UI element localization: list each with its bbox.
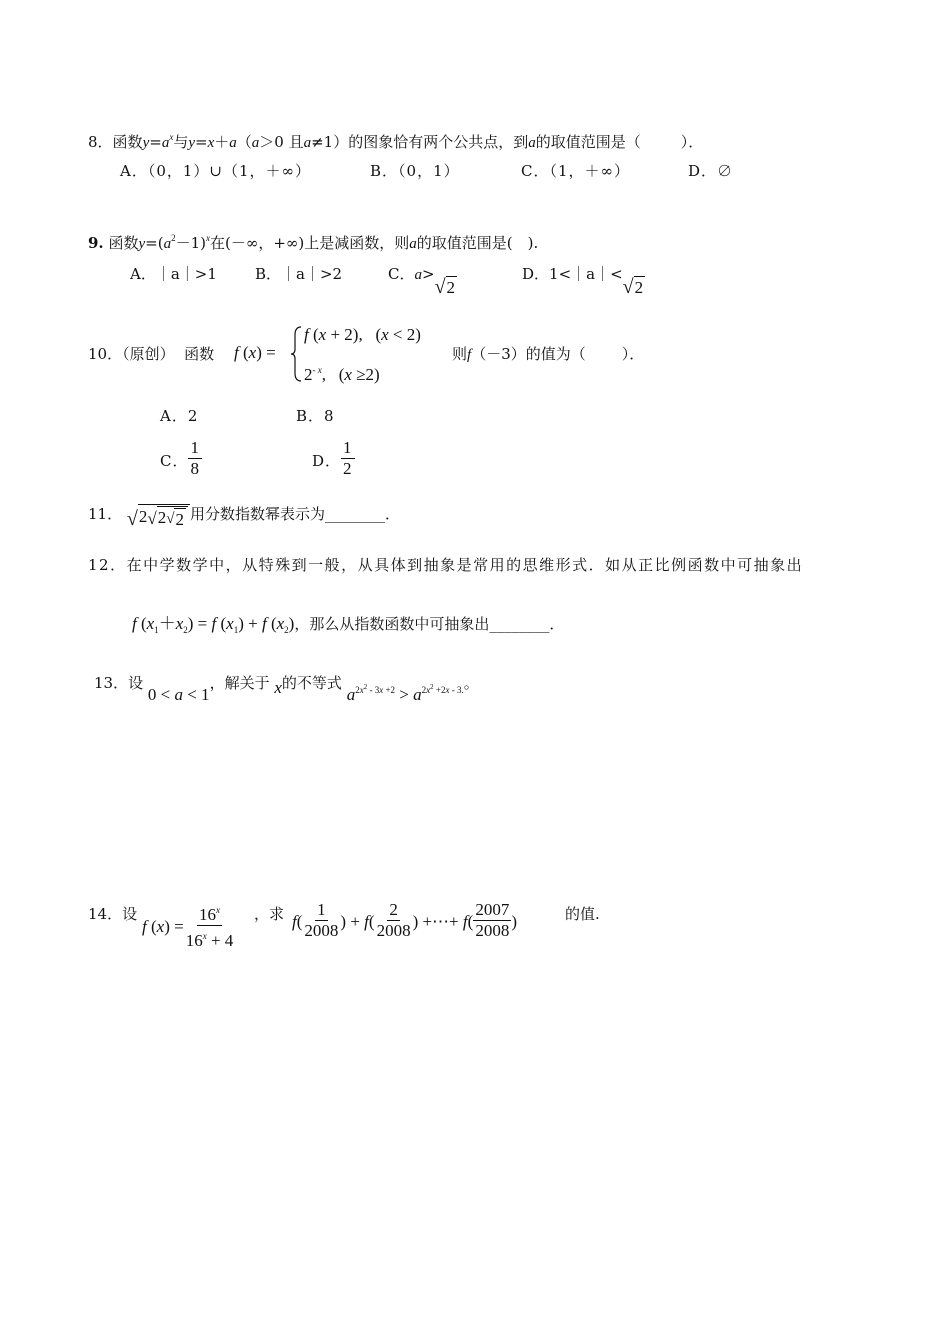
q14-number: 14．设 [88,905,138,923]
q9-option-a[interactable]: A．｜a｜>1 [130,265,217,283]
q9-number: 9. [88,234,104,252]
q9-option-d[interactable]: D．1<｜a｜< √ 2 [522,265,644,298]
q14-function: f (x) = $\frac{16^x}{16^x + 4}$ [142,900,235,951]
q14-text-1: ，求 [254,905,285,923]
q8-expr-1: y [142,135,150,151]
q9-option-b[interactable]: B．｜a｜>2 [255,265,343,283]
q10-line: 10．（原创） 函数 [88,345,215,363]
q10-brace [290,325,304,383]
q12-line-2: f $(x_1+x_2) = f$ $(x_1) + f$ $(x_2)$，那么从指数函数中可抽象出________． [132,614,565,635]
q9-line: 9. 函数$y=(a^2-1)^x$在(－∞，+∞)上是减函数，则a的取值范围是( ). [88,233,539,252]
q13-inequality: $a^{2x^2 - 3x +2} > a^{2x^2 +2x - 3.}$ [346,683,464,704]
q8-text-2: 与 [173,133,189,151]
q10-case-2: $2^{- x}$, (x ≥2) [304,365,380,384]
q13-number: 13．设 [94,674,144,692]
q10-option-a[interactable]: A．2 [160,407,199,425]
q10-option-d[interactable]: D． $\frac{1}{2}$ [312,438,353,478]
q8-option-d[interactable]: D．∅ [688,162,734,180]
q11-number: 11． [88,505,123,524]
q8-text-1: 函数 [112,133,143,151]
q10-number: 10． [88,345,123,363]
q12-formula: f $(x_1+x_2) = f$ $(x_1) + f$ $(x_2)$ [132,614,295,635]
q8-option-a[interactable]: A．（0，1）∪（1，＋∞） [120,162,312,180]
q11-line: 11． √ 2 √ 2 √ 2 用分数指数幂表示为________． [88,505,400,531]
q14-text-2: 的值. [565,905,600,923]
q9-option-c[interactable]: C．a> √ 2 [388,265,456,298]
q8-number: 8． [88,133,113,151]
sqrt-2-c: √ 2 [434,276,456,298]
q8-option-c[interactable]: C．（1，＋∞） [521,162,631,180]
q14-sum: f( $\frac{1}{2008}$ ) + f( $\frac{2}{2008}$ ) +⋯+ f( $\frac{2007}{2008}$ ) [292,900,517,940]
q10-function-lhs: f (x) = [234,343,276,362]
q8-line: 8．函数$y=a^x$与y=x＋a（a＞0 且a≠1）的图象恰有两个公共点，到a的取值范围是（ ）． [88,132,704,151]
q14-line [88,904,137,924]
q12-number: 12． [88,556,127,574]
sqrt-2-d: √ 2 [622,276,644,298]
q10-option-b[interactable]: B．8 [296,407,335,425]
q8-option-b[interactable]: B．（0，1） [370,162,460,180]
q10-case-1: f (x + 2), (x < 2) [304,325,421,344]
q13-line: 13．设 0 < a < 1，解关于 x的不等式 $a^{2x^2 - 3x +2} > a^{2x^2 +2x - 3.}$。 [94,674,479,704]
q11-nested-radical: √ 2 √ 2 √ 2 [127,504,190,530]
q10-tail: 则f（－3）的值为（ ）． [452,345,645,363]
q10-option-c[interactable]: C． $\frac{1}{8}$ [160,438,200,478]
q8-expr-2: y [188,135,195,151]
q9-expr: y [138,236,146,252]
q12-line: 12．在中学数学中，从特殊到一般，从具体到抽象是常用的思维形式．如从正比例函数中可抽象出 [88,556,804,574]
